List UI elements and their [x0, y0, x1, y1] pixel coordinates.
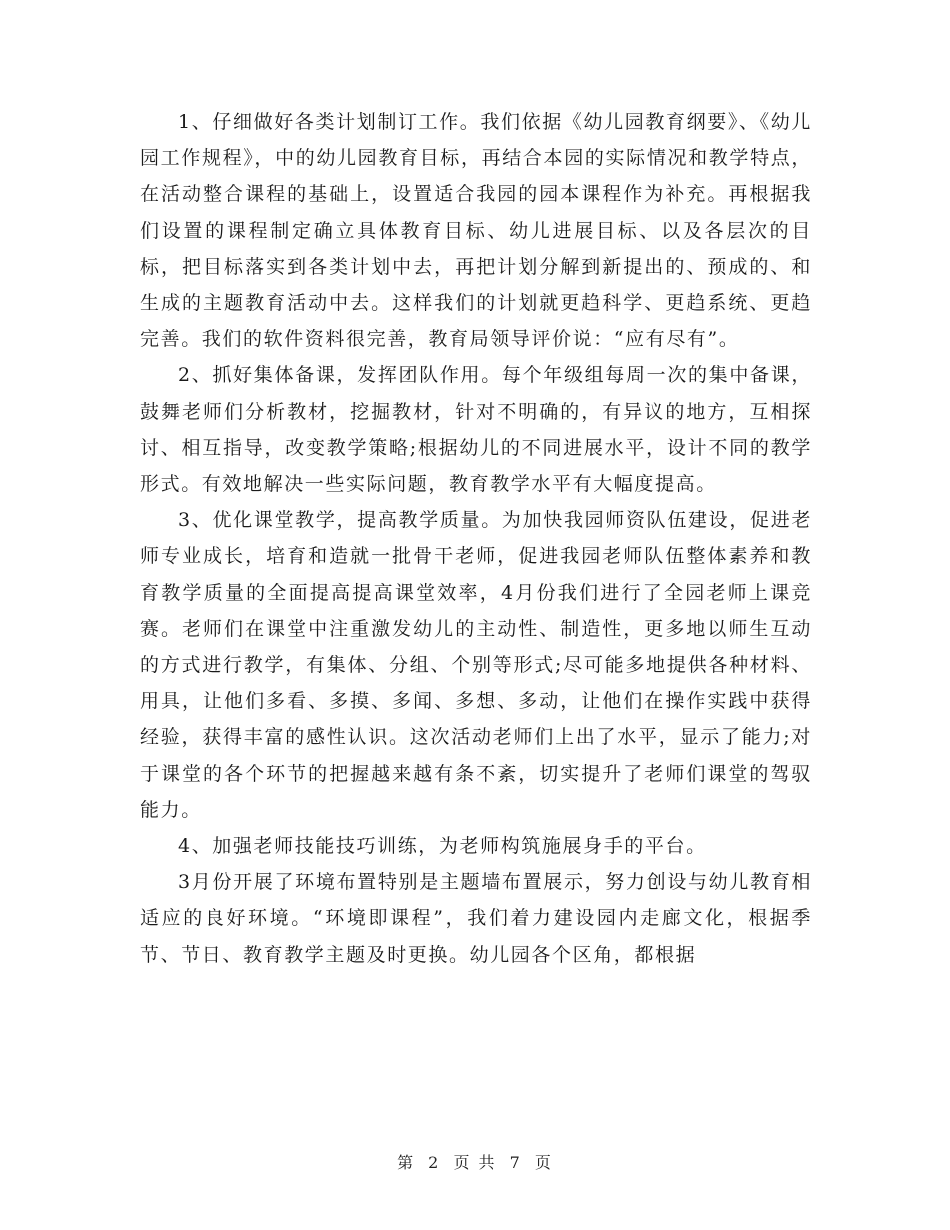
document-body — [140, 104, 812, 973]
paragraph-5: 3月份开展了环境布置特别是主题墙布置展示，努力创设与幼儿教育相适应的良好环境。“环境即课程”，我们着力建设园内走廊文化，根据季节、节日、教育教学主题及时更换。幼儿园各个区角，都根据 — [140, 871, 812, 966]
page-footer — [0, 1150, 950, 1173]
paragraph-3: 3、优化课堂教学，提高教学质量。为加快我园师资队伍建设，促进老师专业成长，培育和造就一批骨干老师，促进我园老师队伍整体素养和教育教学质量的全面提高提高课堂效率，4月份我们进行了全园老师上课竞赛。老师们在课堂中注重激发幼儿的主动性、制造性，更多地以师生互动的方式进行教学，有集体、分组、个别等形式;尽可能多地提供各种材料、用具，让他们多看、多摸、多闻、多想、多动，让他们在操作实践中获得经验，获得丰富的感性认识。这次活动老师们上出了水平，显示了能力;对于课堂的各个环节的把握越来越有条不紊，切实提升了老师们课堂的驾驭能力。 — [140, 509, 812, 821]
footer-prefix: 第 — [397, 1153, 416, 1172]
paragraph-1: 1、仔细做好各类计划制订工作。我们依据《幼儿园教育纲要》、《幼儿园工作规程》，中的幼儿园教育目标，再结合本园的实际情况和教学特点，在活动整合课程的基础上，设置适合我园的园本课程作为补充。再根据我们设置的课程制定确立具体教育目标、幼儿进展目标、以及各层次的目标，把目标落实到各类计划中去，再把计划分解到新提出的、预成的、和生成的主题教育活动中去。这样我们的计划就更趋科学、更趋系统、更趋完善。我们的软件资料很完善，教育局领导评价说：“应有尽有”。 — [140, 111, 812, 351]
footer-page-number: 2 — [428, 1153, 441, 1172]
footer-suffix: 页 — [534, 1153, 553, 1172]
paragraph-4: 4、加强老师技能技巧训练，为老师构筑施展身手的平台。 — [178, 835, 707, 858]
footer-total-pages: 7 — [509, 1153, 522, 1172]
footer-middle: 页 共 — [453, 1153, 497, 1172]
paragraph-2: 2、抓好集体备课，发挥团队作用。每个年级组每周一次的集中备课，鼓舞老师们分析教材，挖掘教材，针对不明确的，有异议的地方，互相探讨、相互指导，改变教学策略;根据幼儿的不同进展水平，设计不同的教学形式。有效地解决一些实际问题，教育教学水平有大幅度提高。 — [140, 364, 812, 496]
